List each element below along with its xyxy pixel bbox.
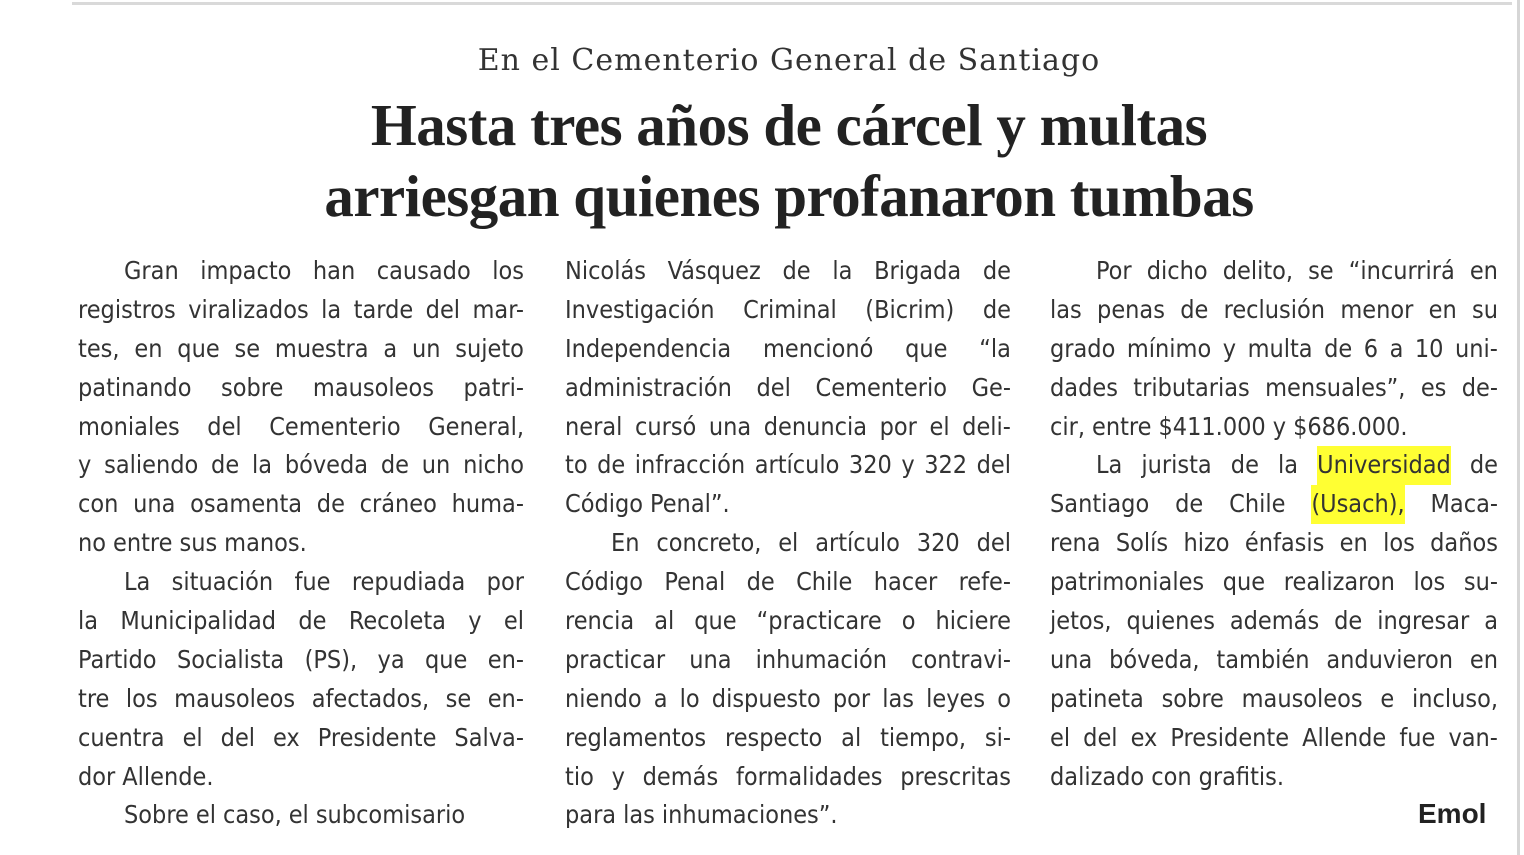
word: Investigación (565, 294, 715, 324)
word: del (1083, 722, 1118, 752)
word: Allende. (122, 761, 214, 791)
word: Socialista (176, 644, 285, 674)
word: las (882, 683, 914, 713)
word: no (78, 528, 107, 558)
word: con (78, 489, 119, 519)
word: bóveda (284, 450, 369, 480)
top-border (72, 2, 1512, 5)
word: $411.000 (1158, 411, 1266, 441)
word: de (782, 256, 811, 285)
word: mínimo (1126, 333, 1212, 363)
word: dicho (1146, 256, 1208, 285)
word: una (133, 489, 176, 519)
word: dispuesto (711, 683, 821, 713)
word: jurista (1141, 450, 1212, 480)
text-line (1050, 446, 1498, 485)
word: 6 (1363, 333, 1379, 363)
word: las (623, 800, 655, 830)
text-line (1050, 563, 1498, 602)
word: demás (642, 761, 719, 791)
word: Cementerio (269, 411, 401, 441)
word: que (177, 333, 220, 363)
word: infracción (634, 450, 746, 480)
text-line (565, 758, 1011, 797)
word: refe- (958, 567, 1011, 597)
word: una (689, 644, 732, 674)
word: rena (1050, 528, 1101, 558)
text-line (1050, 252, 1498, 291)
highlighted-word: Universidad (1317, 446, 1451, 485)
word: rencia (565, 606, 635, 636)
text-line (565, 408, 1011, 447)
word: jetos, (1050, 606, 1112, 636)
word: niendo (565, 683, 642, 713)
word: e (1380, 683, 1395, 713)
word: caso, (222, 800, 282, 830)
word: 320 (848, 450, 892, 480)
word: repudiada (351, 567, 466, 597)
word: hizo (1183, 528, 1230, 558)
word: la (251, 450, 273, 480)
word: mausoleos (1241, 683, 1363, 713)
word: fue (1399, 722, 1436, 752)
word: dades (1050, 372, 1118, 402)
text-line (565, 602, 1011, 641)
word: Presidente (1170, 722, 1290, 752)
word: del (756, 372, 791, 402)
article-column-1 (78, 252, 524, 835)
word: quienes (1126, 606, 1215, 636)
word: contravi- (911, 644, 1011, 674)
text-line (565, 252, 1011, 291)
word: sus (179, 528, 218, 558)
word: de (1175, 489, 1204, 519)
word: fue (294, 567, 331, 597)
word: un (411, 333, 441, 363)
word: que (905, 333, 948, 363)
word: y (611, 761, 625, 791)
word: y (78, 450, 92, 480)
word: Salva- (454, 722, 524, 752)
word: registros (78, 294, 176, 324)
word: ya (377, 644, 405, 674)
word: cráneo (359, 489, 437, 519)
word: una (1050, 644, 1093, 674)
word: énfasis (1244, 528, 1325, 558)
word: y (1272, 411, 1287, 441)
word: el (182, 722, 203, 752)
word: 10 (1414, 333, 1444, 363)
word: bóveda, (1109, 644, 1200, 674)
word: el (1050, 722, 1071, 752)
word: Municipalidad (120, 606, 277, 636)
word: General, (428, 411, 524, 441)
word: de (1469, 450, 1498, 480)
word: que (1222, 567, 1266, 597)
word: tio (565, 761, 594, 791)
text-line (1050, 641, 1498, 680)
word: penas (1097, 294, 1165, 324)
word: es (1420, 372, 1447, 402)
word: inhumaciones”. (661, 800, 838, 830)
word: administración (565, 372, 732, 402)
word: de (1180, 294, 1209, 324)
text-line (1050, 408, 1498, 447)
word: cuentra (78, 722, 165, 752)
word: moniales (78, 411, 180, 441)
word: la (832, 256, 853, 285)
text-line (565, 446, 1011, 485)
text-line (1050, 291, 1498, 330)
word: por (879, 411, 917, 441)
word: en (134, 333, 163, 363)
word: to (565, 450, 588, 480)
text-line (78, 485, 524, 524)
word: que (694, 606, 737, 636)
word: Código (565, 489, 644, 519)
word: La (1096, 450, 1123, 480)
text-line (78, 369, 524, 408)
word: reglamentos (565, 722, 707, 752)
word: entre (1092, 411, 1152, 441)
word: Presidente (317, 722, 437, 752)
word: situación (171, 567, 274, 597)
word: o (901, 606, 916, 636)
word: sobre (221, 372, 284, 402)
word: Maca- (1430, 489, 1498, 519)
text-line (78, 524, 524, 563)
word: daños (1430, 528, 1498, 558)
word: Santiago (1050, 489, 1150, 519)
word: Sobre (124, 800, 189, 830)
text-line (78, 641, 524, 680)
word: de (1230, 450, 1259, 480)
text-line (565, 719, 1011, 758)
word: en (1469, 644, 1498, 674)
text-line (565, 680, 1011, 719)
text-line (1050, 719, 1498, 758)
word: anduvieron (1326, 644, 1454, 674)
word: al (841, 722, 862, 752)
word: dalizado (1050, 761, 1145, 791)
word: los (1383, 528, 1415, 558)
word: muestra (274, 333, 369, 363)
text-line (78, 796, 524, 835)
word: Penal (664, 567, 726, 597)
word: la (78, 606, 99, 636)
text-line (1050, 485, 1498, 524)
word: causado (376, 256, 471, 285)
word: osamenta (190, 489, 303, 519)
text-line (1050, 369, 1498, 408)
word: cursó (634, 411, 697, 441)
word: sujeto (455, 333, 524, 363)
word: el (195, 800, 216, 830)
word: para (565, 800, 617, 830)
word: de (211, 450, 240, 480)
word: mausoleos (174, 683, 296, 713)
word: Por (1096, 256, 1132, 285)
text-line (565, 524, 1011, 563)
word: cir, (1050, 411, 1085, 441)
word: Solís (1115, 528, 1169, 558)
word: 322 (924, 450, 968, 480)
word: concreto, (656, 528, 762, 558)
word: de (982, 294, 1011, 324)
text-line (78, 446, 524, 485)
word: los (1413, 567, 1446, 597)
word: patrimoniales (1050, 567, 1205, 597)
word: Vásquez (667, 256, 761, 285)
word: huma- (451, 489, 524, 519)
word: (PS), (304, 644, 358, 674)
word: Recoleta (348, 606, 446, 636)
text-line (565, 796, 1011, 835)
text-line (565, 330, 1011, 369)
word: reclusión (1223, 294, 1326, 324)
word: Chile (796, 567, 853, 597)
word: además (1229, 606, 1320, 636)
word: el (503, 606, 524, 636)
word: también (1216, 644, 1310, 674)
word: Nicolás (565, 256, 646, 285)
word: ex (273, 722, 300, 752)
word: tre (78, 683, 110, 713)
word: han (312, 256, 356, 285)
word: Criminal (743, 294, 837, 324)
text-line (565, 291, 1011, 330)
word: inhumación (755, 644, 887, 674)
word: deli- (962, 411, 1011, 441)
word: “incurrirá (1348, 256, 1455, 285)
word: “practicare (756, 606, 882, 636)
word: mausoleos (312, 372, 434, 402)
word: en- (487, 683, 524, 713)
word: en (1469, 256, 1498, 285)
word: que (424, 644, 468, 674)
word: de (597, 450, 626, 480)
headline-line-1: Hasta tres años de cárcel y multas (370, 92, 1208, 158)
word: se (234, 333, 261, 363)
word: uni- (1455, 333, 1498, 363)
text-line (1050, 330, 1498, 369)
word: de (1324, 333, 1353, 363)
word: realizaron (1283, 567, 1395, 597)
word: del (220, 722, 256, 752)
word: Código (565, 567, 644, 597)
word: $686.000. (1293, 411, 1408, 441)
word: y (468, 606, 482, 636)
text-line (78, 602, 524, 641)
word: mar- (472, 294, 524, 324)
word: tributarias (1133, 372, 1250, 402)
word: de (380, 450, 409, 480)
word: con (1151, 761, 1192, 791)
word: por (486, 567, 524, 597)
text-line (78, 719, 524, 758)
word: de (982, 256, 1011, 285)
text-line (78, 680, 524, 719)
word: artículo (815, 528, 900, 558)
word: tarde (353, 294, 414, 324)
word: al (654, 606, 675, 636)
word: lo (679, 683, 700, 713)
word: menor (1340, 294, 1414, 324)
word: entre (113, 528, 173, 558)
word: los (492, 256, 524, 285)
word: se (445, 683, 472, 713)
word: subcomisario (315, 800, 466, 830)
word: de (746, 567, 775, 597)
word: se (1308, 256, 1334, 285)
word: impacto (200, 256, 292, 285)
article-kicker: En el Cementerio General de Santiago (477, 43, 1101, 78)
word: 320 (916, 528, 960, 558)
text-line (78, 408, 524, 447)
word: a (653, 683, 668, 713)
word: Gran (124, 256, 179, 285)
headline-line-2: arriesgan quienes profanaron tumbas (324, 163, 1254, 229)
word: incluso, (1411, 683, 1498, 713)
word: el (288, 800, 309, 830)
word: por (832, 683, 871, 713)
word: Allende (1302, 722, 1387, 752)
word: a (1484, 606, 1498, 636)
article-column-3 (1050, 252, 1498, 796)
word: en (1339, 528, 1368, 558)
word: grafitis. (1198, 761, 1284, 791)
word: del (425, 294, 461, 324)
word: Penal”. (650, 489, 730, 519)
word: afectados, (311, 683, 430, 713)
text-line (565, 641, 1011, 680)
text-line (78, 291, 524, 330)
word: tes, (78, 333, 120, 363)
word: (Bicrim) (865, 294, 955, 324)
word: del (207, 411, 242, 441)
text-line (565, 485, 1011, 524)
word: los (125, 683, 158, 713)
text-line (78, 252, 524, 291)
word: un (421, 450, 451, 480)
word: patri- (463, 372, 524, 402)
word: grado (1050, 333, 1116, 363)
word: patinando (78, 372, 192, 402)
word: prescritas (900, 761, 1011, 791)
word: neral (565, 411, 623, 441)
word: de (1334, 606, 1363, 636)
source-credit: Emol (1418, 798, 1487, 829)
word: de (298, 606, 327, 636)
word: nicho (463, 450, 524, 480)
word: practicar (565, 644, 666, 674)
article-column-2 (565, 252, 1011, 835)
word: leyes (926, 683, 986, 713)
word: en- (487, 644, 524, 674)
word: Chile (1229, 489, 1286, 519)
word: su- (1463, 567, 1498, 597)
word: o (997, 683, 1011, 713)
word: respecto (725, 722, 823, 752)
word: sobre (1161, 683, 1224, 713)
word: viralizados (188, 294, 309, 324)
word: la (321, 294, 342, 324)
word: Cementerio (815, 372, 947, 402)
word: Independencia (565, 333, 732, 363)
word: delito, (1222, 256, 1294, 285)
word: En (611, 528, 640, 558)
text-line (1050, 680, 1498, 719)
word: ex (1130, 722, 1158, 752)
word: multa (1247, 333, 1313, 363)
word: de- (1461, 372, 1498, 402)
word: a (1389, 333, 1404, 363)
word: las (1050, 294, 1082, 324)
word: y (901, 450, 915, 480)
word: el (929, 411, 950, 441)
word: Partido (78, 644, 157, 674)
word: y (1222, 333, 1237, 363)
word: la (1277, 450, 1299, 480)
word: “la (979, 333, 1011, 363)
word: hiciere (935, 606, 1011, 636)
word: La (124, 567, 151, 597)
text-line (78, 563, 524, 602)
word: manos. (224, 528, 307, 558)
word: patineta (1050, 683, 1144, 713)
word: tiempo, (880, 722, 967, 752)
word: si- (984, 722, 1011, 752)
word: mencionó (762, 333, 874, 363)
word: hacer (873, 567, 938, 597)
word: del (976, 528, 1011, 558)
text-line (1050, 602, 1498, 641)
word: mensuales”, (1265, 372, 1406, 402)
word: formalidades (735, 761, 883, 791)
text-line (78, 758, 524, 797)
word: del (976, 450, 1011, 480)
word: artículo (754, 450, 840, 480)
word: van- (1448, 722, 1498, 752)
word: su (1472, 294, 1498, 324)
word: una (708, 411, 752, 441)
highlighted-word: (Usach), (1311, 485, 1404, 524)
text-line (565, 563, 1011, 602)
word: ingresar (1377, 606, 1470, 636)
text-line (1050, 758, 1498, 797)
text-line (565, 369, 1011, 408)
word: Brigada (874, 256, 962, 285)
word: el (778, 528, 799, 558)
text-line (1050, 524, 1498, 563)
word: dor (78, 761, 116, 791)
word: a (383, 333, 398, 363)
word: Ge- (971, 372, 1011, 402)
word: saliendo (104, 450, 199, 480)
word: en (1428, 294, 1457, 324)
text-line (78, 330, 524, 369)
word: de (316, 489, 345, 519)
word: denuncia (763, 411, 868, 441)
